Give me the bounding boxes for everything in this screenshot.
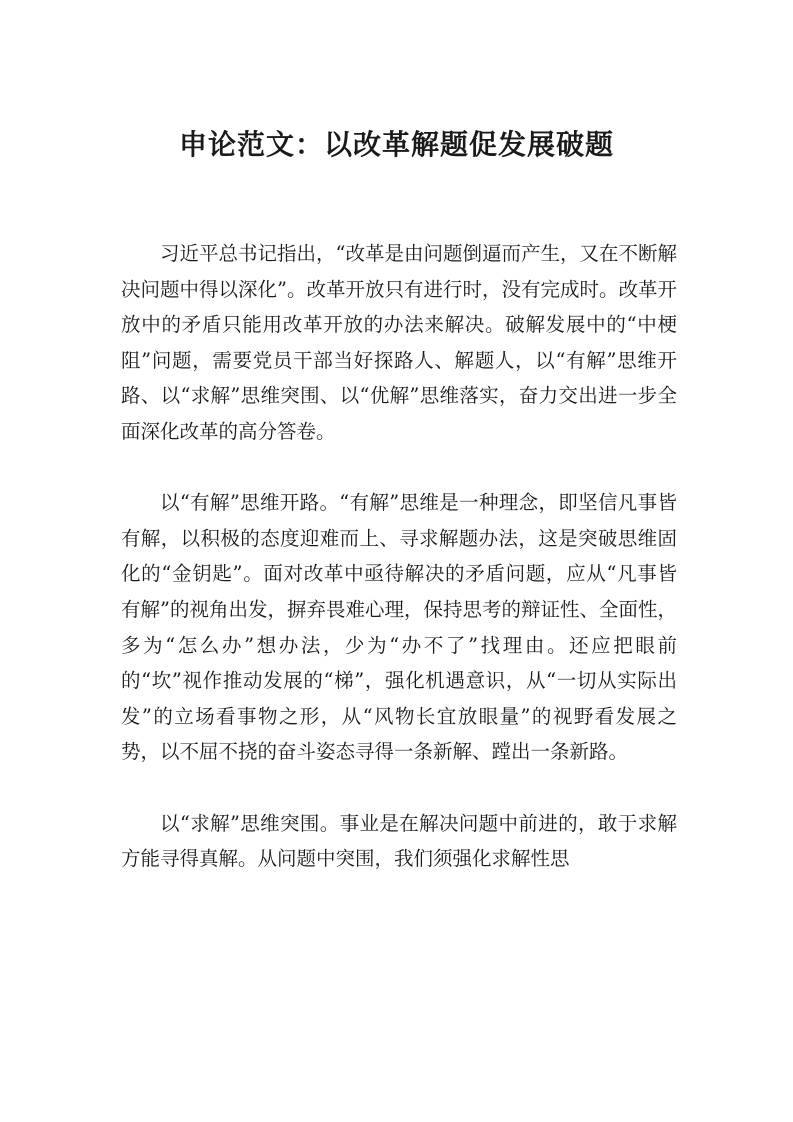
paragraph-qiujie: 以“求解”思维突围。事业是在解决问题中前进的，敢于求解方能寻得真解。从问题中突围，我们须强化求解性思 [121, 811, 677, 871]
page-title: 申论范文：以改革解题促发展破题 [178, 128, 614, 161]
document-body [121, 236, 677, 912]
paragraph-youjie: 以“有解”思维开路。“有解”思维是一种理念，即坚信凡事皆有解，以积极的态度迎难而上、寻求解题办法，这是突破思维固化的“金钥匙”。面对改革中亟待解决的矛盾问题，应从“凡事皆有解”的视角出发，摒弃畏难心理，保持思考的辩证性、全面性，多为“怎么办”想办法，少为“办不了”找理由。还应把眼前的“坎”视作推动发展的“梯”，强化机遇意识，从“一切从实际出发”的立场看事物之形，从“风物长宜放眼量”的视野看发展之势，以不屈不挠的奋斗姿态寻得一条新解、蹚出一条新路。 [121, 491, 677, 764]
paragraph-intro: 习近平总书记指出，“改革是由问题倒逼而产生，又在不断解决问题中得以深化”。改革开放只有进行时，没有完成时。改革开放中的矛盾只能用改革开放的办法来解决。破解发展中的“中梗阻”问题，需要党员干部当好探路人、解题人，以“有解”思维开路、以“求解”思维突围、以“优解”思维落实，奋力交出进一步全面深化改革的高分答卷。 [121, 242, 677, 443]
